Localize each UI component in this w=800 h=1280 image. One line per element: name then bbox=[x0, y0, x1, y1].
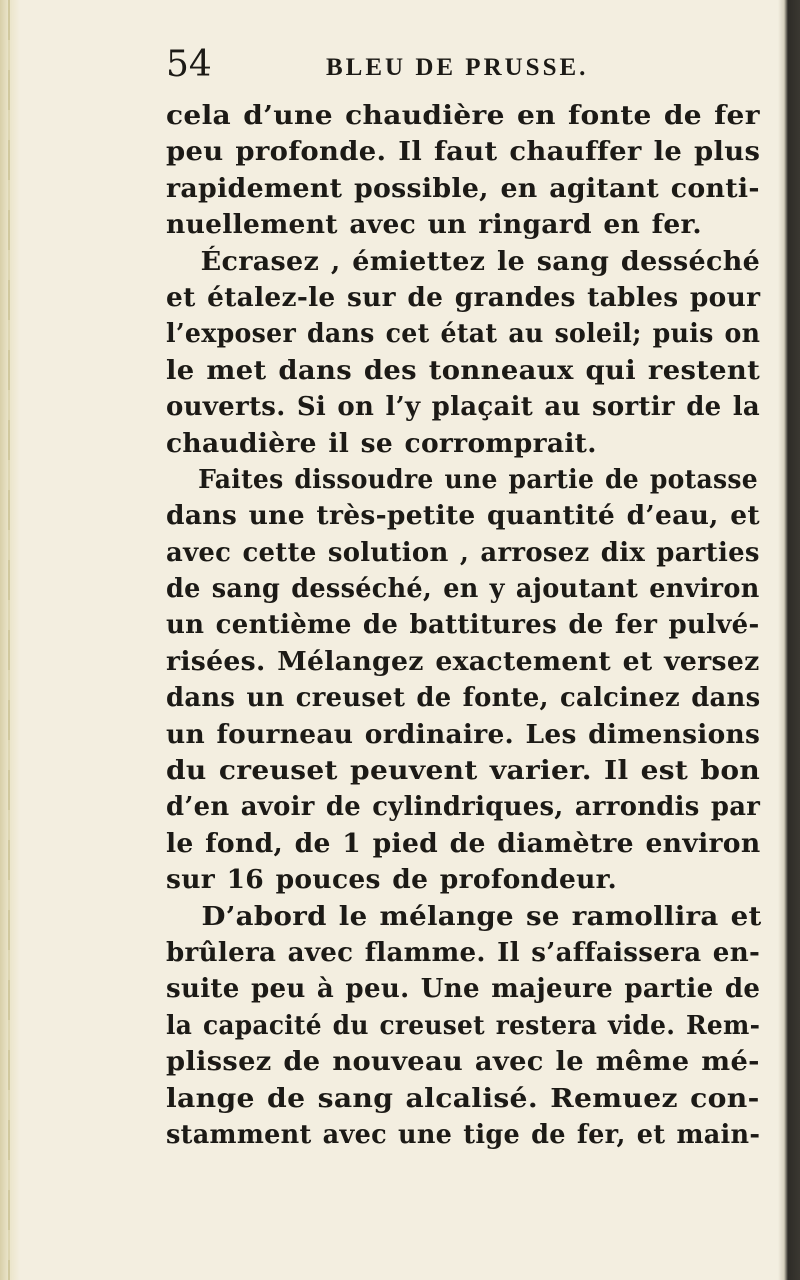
text-line: dans un creuset de fonte, calcinez dans bbox=[166, 682, 761, 714]
running-head bbox=[166, 40, 766, 90]
text-line: le fond, de 1 pied de diamètre environ bbox=[166, 827, 761, 859]
body-text bbox=[166, 98, 760, 1153]
text-line: et étalez-le sur de grandes tables pour bbox=[166, 281, 761, 313]
text-line: d’en avoir de cylindriques, arrondis par bbox=[166, 791, 761, 823]
text-line: Écrasez , émiettez le sang desséché bbox=[200, 245, 761, 277]
text-line: nuellement avec un ringard en fer. bbox=[166, 209, 702, 241]
text-line: dans une très-petite quantité d’eau, et bbox=[166, 500, 760, 532]
text-line: suite peu à peu. Une majeure partie de bbox=[166, 973, 761, 1005]
text-line: ouverts. Si on l’y plaçait au sortir de la bbox=[166, 391, 761, 423]
text-line: risées. Mélangez exactement et versez bbox=[166, 645, 760, 677]
text-line: l’exposer dans cet état au soleil; puis on bbox=[166, 318, 761, 350]
text-line: chaudière il se corromprait. bbox=[166, 427, 597, 459]
text-line: D’abord le mélange se ramollira et bbox=[201, 900, 762, 932]
text-line: la capacité du creuset restera vide. Rem- bbox=[166, 1009, 761, 1041]
text-line: un centième de battitures de fer pulvé- bbox=[166, 609, 760, 641]
running-head-title: BLEU DE PRUSSE. bbox=[326, 54, 589, 81]
text-line: peu profonde. Il faut chauffer le plus bbox=[166, 136, 761, 168]
text-line: Faites dissoudre une partie de potasse bbox=[198, 463, 758, 495]
text-line: du creuset peuvent varier. Il est bon bbox=[166, 755, 761, 787]
text-line: rapidement possible, en agitant conti- bbox=[166, 172, 760, 204]
page-number: 54 bbox=[166, 44, 212, 85]
text-line: sur 16 pouces de profondeur. bbox=[166, 864, 618, 896]
text-line: un fourneau ordinaire. Les dimensions bbox=[166, 718, 761, 750]
text-line: cela d’une chaudière en fonte de fer bbox=[166, 100, 760, 131]
text-line: de sang desséché, en y ajoutant environ bbox=[166, 573, 760, 605]
text-line: le met dans des tonneaux qui restent bbox=[166, 354, 761, 386]
text-line: avec cette solution , arrosez dix parties bbox=[166, 536, 760, 568]
text-line: stamment avec une tige de fer, et main- bbox=[166, 1118, 761, 1150]
text-line: lange de sang alcalisé. Remuez con- bbox=[166, 1082, 760, 1114]
text-line: brûlera avec flamme. Il s’affaissera en- bbox=[166, 936, 761, 968]
text-line: plissez de nouveau avec le même mé- bbox=[166, 1046, 760, 1078]
